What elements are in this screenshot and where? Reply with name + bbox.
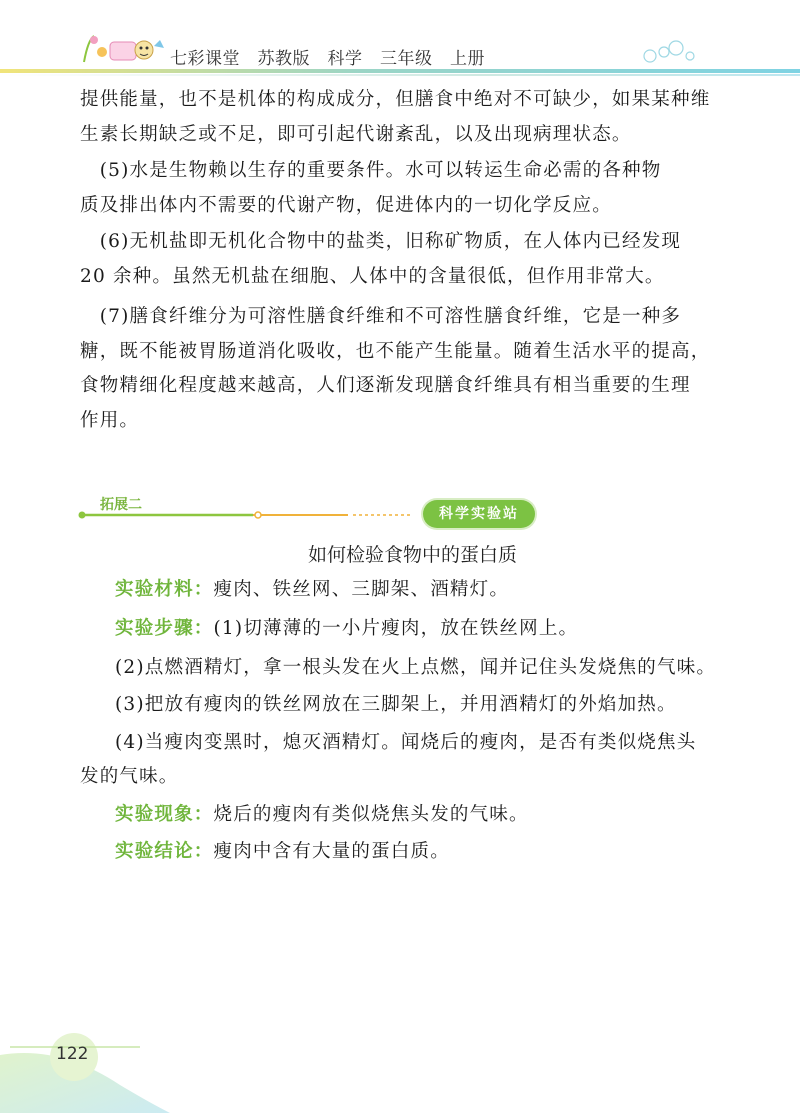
page-number: 122 <box>56 1044 89 1064</box>
text-line: (5)水是生物赖以生存的重要条件。水可以转运生命必需的各种物 <box>80 160 662 181</box>
step-4-line-2: 发的气味。 <box>80 766 179 787</box>
materials-label: 实验材料： <box>115 579 214 600</box>
paragraph-minerals <box>80 225 730 294</box>
section-label: 拓展二 <box>100 497 142 513</box>
text-line: 20 余种。虽然无机盐在细胞、人体中的含量很低，但作用非常大。 <box>80 265 665 287</box>
step-4-line-1: (4)当瘦肉变黑时，熄灭酒精灯。闻烧后的瘦肉，是否有类似烧焦头 <box>115 732 697 753</box>
paragraph-fiber <box>80 300 730 438</box>
header-title: 七彩课堂 苏教版 科学 三年级 上册 <box>170 49 485 69</box>
steps-line <box>115 614 578 640</box>
header-divider-thin <box>0 74 800 76</box>
phenomenon-line <box>115 800 529 826</box>
experiment-title: 如何检验食物中的蛋白质 <box>307 544 517 566</box>
header-divider <box>0 69 800 73</box>
corner-decoration-icon <box>0 1025 170 1113</box>
paragraph-vitamins <box>80 83 730 152</box>
step-2: (2)点燃酒精灯，拿一根头发在火上点燃，闻并记住头发烧焦的气味。 <box>115 657 717 678</box>
text-line: 质及排出体内不需要的代谢产物，促进体内的一切化学反应。 <box>80 194 612 216</box>
steps-label: 实验步骤： <box>115 618 214 639</box>
conclusion-label: 实验结论： <box>115 841 214 862</box>
text-line: 提供能量，也不是机体的构成成分，但膳食中绝对不可缺少，如果某种维 <box>80 89 711 110</box>
text-line: (7)膳食纤维分为可溶性膳食纤维和不可溶性膳食纤维，它是一种多 <box>80 306 682 327</box>
bubbles-decoration-icon <box>640 38 710 68</box>
step-1: (1)切薄薄的一小片瘦肉，放在铁丝网上。 <box>213 618 579 639</box>
text-line: 作用。 <box>80 409 140 431</box>
step-3: (3)把放有瘦肉的铁丝网放在三脚架上，并用酒精灯的外焰加热。 <box>115 694 677 715</box>
section-divider <box>78 505 738 525</box>
phenomenon-label: 实验现象： <box>115 804 214 825</box>
text-line: (6)无机盐即无机化合物中的盐类，旧称矿物质，在人体内已经发现 <box>80 231 682 252</box>
phenomenon-text: 烧后的瘦肉有类似烧焦头发的气味。 <box>213 804 529 825</box>
text-line: 食物精细化程度越来越高，人们逐渐发现膳食纤维具有相当重要的生理 <box>80 375 691 396</box>
conclusion-line <box>115 837 450 863</box>
conclusion-text: 瘦肉中含有大量的蛋白质。 <box>213 841 450 862</box>
text-line: 糖，既不能被胃肠道消化吸收，也不能产生能量。随着生活水平的提高， <box>80 340 711 362</box>
materials-line <box>115 575 509 601</box>
paragraph-water <box>80 154 730 223</box>
page-header <box>0 0 800 80</box>
series-logo-icon <box>80 32 170 68</box>
materials-text: 瘦肉、铁丝网、三脚架、酒精灯。 <box>213 579 510 600</box>
science-station-badge: 科学实验站 <box>423 500 535 528</box>
text-line: 生素长期缺乏或不足，即可引起代谢紊乱，以及出现病理状态。 <box>80 123 632 145</box>
